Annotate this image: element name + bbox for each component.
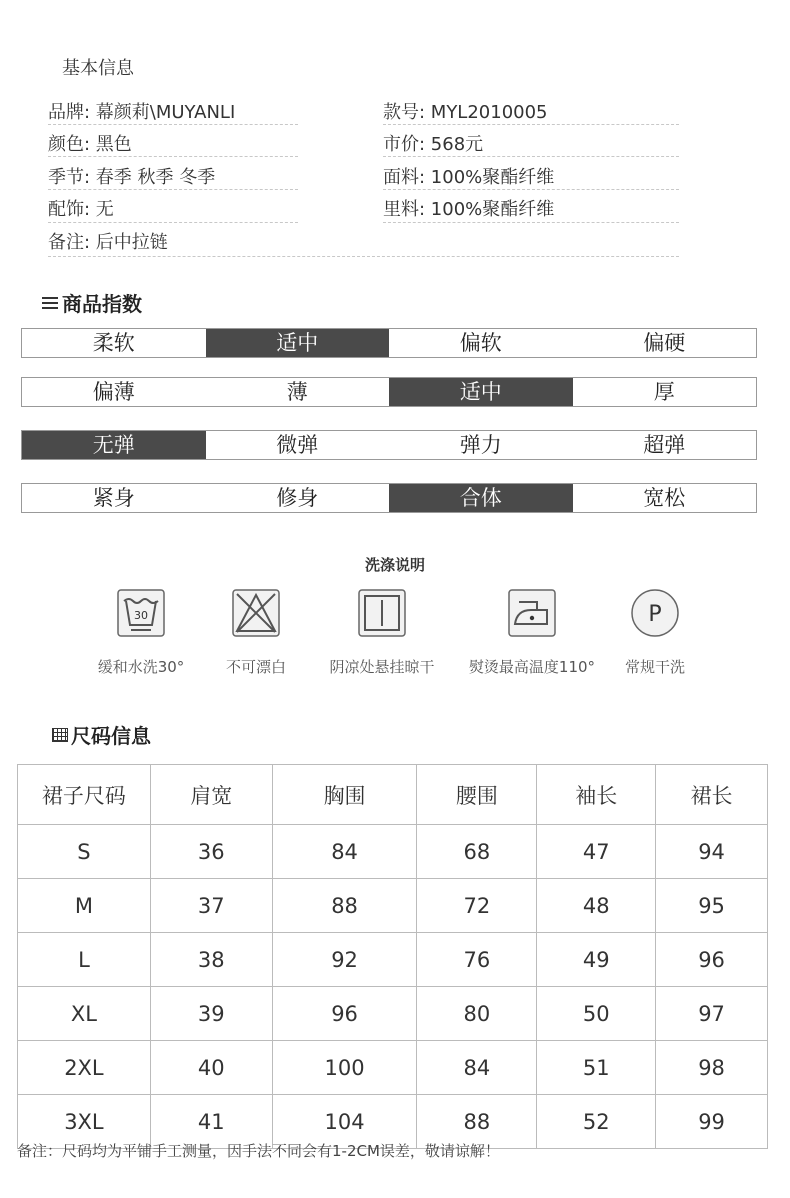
svg-text:30: 30 xyxy=(134,609,148,622)
table-row xyxy=(18,879,768,933)
index-cell: 弹力 xyxy=(459,433,502,457)
table-cell: 88 xyxy=(417,1095,537,1149)
index-cell: 偏薄 xyxy=(92,380,135,404)
dry-clean-p-icon xyxy=(630,588,680,638)
accessory-field: 配饰: 无 xyxy=(48,199,114,220)
divider xyxy=(383,124,679,125)
size-table-header xyxy=(18,765,768,825)
remark-field: 备注: 后中拉链 xyxy=(48,232,168,253)
wash-item xyxy=(93,588,189,677)
table-cell: 51 xyxy=(537,1041,656,1095)
index-row xyxy=(21,483,757,513)
wash-label: 缓和水洗30° xyxy=(97,658,185,676)
wash-item xyxy=(318,588,446,677)
size-table-header-cell: 肩宽 xyxy=(150,765,272,825)
table-cell: 96 xyxy=(272,987,417,1041)
index-row xyxy=(21,377,757,407)
table-cell: 76 xyxy=(417,933,537,987)
index-cell: 薄 xyxy=(286,380,308,404)
svg-text:P: P xyxy=(648,602,662,627)
wash-label: 常规干洗 xyxy=(624,658,685,676)
table-cell: 2XL xyxy=(18,1041,151,1095)
wash-item xyxy=(615,588,695,677)
table-cell: 104 xyxy=(272,1095,417,1149)
table-cell: L xyxy=(18,933,151,987)
size-table-header-cell: 裙子尺码 xyxy=(18,765,151,825)
divider xyxy=(48,156,298,157)
divider xyxy=(48,189,298,190)
index-cell: 柔软 xyxy=(92,331,135,355)
table-cell: 68 xyxy=(417,825,537,879)
table-row xyxy=(18,1041,768,1095)
wash-label: 阴凉处悬挂晾干 xyxy=(329,658,435,676)
table-cell: 48 xyxy=(537,879,656,933)
table-row xyxy=(18,825,768,879)
table-cell: 99 xyxy=(656,1095,768,1149)
table-cell: 100 xyxy=(272,1041,417,1095)
table-cell: 40 xyxy=(150,1041,272,1095)
index-cell: 超弹 xyxy=(643,433,686,457)
index-cell-selected: 适中 xyxy=(389,378,573,406)
product-index-label: 商品指数 xyxy=(62,292,142,316)
table-row xyxy=(18,987,768,1041)
table-cell: 92 xyxy=(272,933,417,987)
divider xyxy=(383,156,679,157)
price-field: 市价: 568元 xyxy=(383,134,484,155)
wash-item xyxy=(460,588,604,677)
divider xyxy=(48,124,298,125)
size-table-header-cell: 裙长 xyxy=(656,765,768,825)
index-row xyxy=(21,328,757,358)
table-cell: 3XL xyxy=(18,1095,151,1149)
no-bleach-icon xyxy=(231,588,281,638)
lining-field: 里料: 100%聚酯纤维 xyxy=(383,199,555,220)
wash-label: 不可漂白 xyxy=(225,658,286,676)
table-cell: 84 xyxy=(417,1041,537,1095)
table-cell: 36 xyxy=(150,825,272,879)
wash-30-icon xyxy=(116,588,166,638)
season-field: 季节: 春季 秋季 冬季 xyxy=(48,167,216,188)
table-cell: 38 xyxy=(150,933,272,987)
style-number-field: 款号: MYL2010005 xyxy=(383,102,548,123)
table-cell: 80 xyxy=(417,987,537,1041)
table-icon xyxy=(52,728,68,742)
index-cell: 偏软 xyxy=(459,331,502,355)
table-cell: 41 xyxy=(150,1095,272,1149)
table-cell: 37 xyxy=(150,879,272,933)
index-cell: 宽松 xyxy=(643,486,686,510)
table-cell: 98 xyxy=(656,1041,768,1095)
size-table-header-cell: 袖长 xyxy=(537,765,656,825)
index-cell-selected: 合体 xyxy=(389,484,573,512)
index-cell: 偏硬 xyxy=(643,331,686,355)
size-info-title xyxy=(52,720,151,749)
table-cell: 39 xyxy=(150,987,272,1041)
table-cell: 72 xyxy=(417,879,537,933)
index-cell: 厚 xyxy=(653,380,675,404)
table-cell: 88 xyxy=(272,879,417,933)
basic-info-title: 基本信息 xyxy=(62,58,134,79)
table-cell: 52 xyxy=(537,1095,656,1149)
table-cell: 84 xyxy=(272,825,417,879)
table-cell: M xyxy=(18,879,151,933)
index-cell: 紧身 xyxy=(92,486,135,510)
size-table-header-cell: 胸围 xyxy=(272,765,417,825)
wash-title: 洗涤说明 xyxy=(364,556,425,574)
divider xyxy=(383,189,679,190)
table-cell: 47 xyxy=(537,825,656,879)
list-icon xyxy=(42,297,58,309)
product-index-title xyxy=(42,288,142,317)
index-row xyxy=(21,430,757,460)
fabric-field: 面料: 100%聚酯纤维 xyxy=(383,167,555,188)
divider xyxy=(383,222,679,223)
iron-low-icon xyxy=(507,588,557,638)
wash-item xyxy=(206,588,306,677)
wash-label: 熨烫最高温度110° xyxy=(468,658,596,676)
table-cell: 49 xyxy=(537,933,656,987)
table-cell: 96 xyxy=(656,933,768,987)
size-info-label: 尺码信息 xyxy=(71,724,151,748)
table-cell: XL xyxy=(18,987,151,1041)
divider xyxy=(48,222,298,223)
index-cell: 修身 xyxy=(276,486,319,510)
table-cell: 95 xyxy=(656,879,768,933)
index-cell-selected: 无弹 xyxy=(22,431,206,459)
index-cell: 微弹 xyxy=(276,433,319,457)
index-cell-selected: 适中 xyxy=(206,329,390,357)
table-cell: S xyxy=(18,825,151,879)
line-dry-shade-icon xyxy=(357,588,407,638)
size-note: 备注：尺码均为平铺手工测量，因手法不同会有1-2CM误差，敬请谅解！ xyxy=(17,1142,500,1160)
table-cell: 94 xyxy=(656,825,768,879)
table-cell: 97 xyxy=(656,987,768,1041)
size-table xyxy=(17,764,768,1149)
size-table-header-cell: 腰围 xyxy=(417,765,537,825)
color-field: 颜色: 黑色 xyxy=(48,134,132,155)
table-row xyxy=(18,933,768,987)
divider xyxy=(48,256,679,257)
brand-field: 品牌: 幕颜莉\MUYANLI xyxy=(48,102,236,123)
table-cell: 50 xyxy=(537,987,656,1041)
